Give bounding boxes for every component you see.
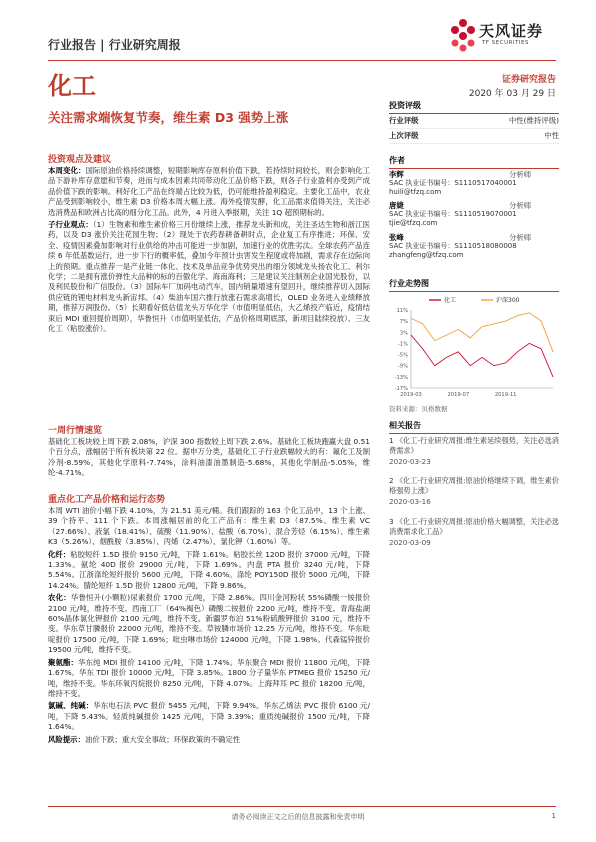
section-heading-key-products: 重点化工产品价格和运行态势 — [48, 495, 166, 505]
chart-source: 资料来源：贝格数据 — [389, 405, 448, 413]
related-item-date: 2020-03-09 — [389, 537, 431, 547]
author-email[interactable]: zhangfeng@tfzq.com — [389, 251, 464, 260]
y-tick-label: 11% — [396, 308, 408, 314]
report-date: 2020 年 03 月 29 日 — [468, 89, 556, 99]
rating-value: 中性(维持评级) — [508, 116, 559, 125]
y-tick-label: -5% — [397, 352, 408, 359]
paragraph-market: 基础化工板块较上周下跌 2.08%，沪深 300 指数较上周下跌 2.6%。基础化工板块跑赢大盘 0.51 个百分点，涨幅居于所有板块第 22 位。据申万分类，基础化工子行业跌幅较大的有：氟化工及制冷剂-8.59%，其他化学原料-7.74%，涂料油漆油墨制造-5.68%，其他化学制品-5.05%，维纶-4.71%。 — [48, 437, 370, 478]
author-name: 张峰 — [389, 233, 404, 242]
paragraph-subsector-view — [48, 220, 370, 334]
rating-value: 中性 — [544, 131, 559, 140]
paragraph-agrochemical — [48, 593, 370, 655]
y-tick-label: -1% — [397, 341, 408, 348]
logo-subtext: TF SECURITIES — [482, 40, 529, 46]
text-chemical-fiber: 粘胶短纤 1.5D 报价 9150 元/吨，下降 1.61%。粘胶长丝 120D 报价 37000 元/吨，下降 1.33%。氨纶 40D 报价 29000 元/吨，下降 1.69%。内盘 PTA 报价 3240 元/吨，下降 5.54%。江浙涤纶短纤报价 5600 元/吨，下降 4.60%。涤纶 POY150D 报价 5000 元/吨，下降 14.24%。腈纶短纤 1.5D 报价 12800 元/吨，下降 9.86%。 — [48, 549, 370, 590]
trend-heading: 行业走势图 — [389, 278, 559, 292]
page-number: 1 — [551, 812, 556, 820]
author-cert: SAC 执业证书编号：S1110518080008 — [389, 242, 517, 251]
related-item-title[interactable]: 1 《化工-行业研究周报:维生素延续强势，关注必选消费需求》 — [389, 436, 560, 456]
y-tick-label: 7% — [399, 319, 408, 326]
y-tick-label: -13% — [394, 374, 408, 381]
lead-weekly-change: 本周变化： — [48, 166, 86, 175]
related-item[interactable] — [389, 436, 559, 467]
series-line — [411, 335, 553, 377]
related-item-title[interactable]: 3 《化工-行业研究周报:原油价格大幅调整，关注必选消费需求化工品》 — [389, 517, 560, 537]
rating-key: 行业评级 — [389, 116, 419, 125]
main-body-products — [48, 506, 370, 747]
header-rule — [48, 60, 556, 61]
paragraph-oil-and-gainers: 本周 WTI 油价小幅下跌 4.10%，为 21.51 美元/桶。我们跟踪的 163 个化工品中，13 个上涨、39 个持平、111 个下跌。本周涨幅居前的化工产品有：维生素 D3（87.5%、维生素 VC（27.66%）、液氯（18.41%）、硫酸（11.90%）、盐酸（6.70%）、混合芳烃（6.15%）、维生素 K3（5.26%）、烟酰胺（3.85%）、丙烯（2.47%）、氯化钾（1.60%）等。 — [48, 506, 370, 547]
related-item-date: 2020-03-23 — [389, 456, 431, 466]
text-risk: 油价下跌；重大安全事故；环保政策的不确定性 — [84, 734, 241, 744]
author-email[interactable]: tjie@tfzq.com — [389, 219, 438, 228]
author-entry — [389, 170, 559, 198]
author-entry — [389, 201, 559, 229]
footer-rule — [48, 806, 556, 807]
paragraph-risk — [48, 735, 370, 745]
company-logo — [450, 18, 560, 58]
series-line — [411, 313, 553, 352]
paragraph-polyurethane — [48, 658, 370, 700]
related-item-date: 2020-03-16 — [389, 496, 431, 506]
x-tick-label: 2019-07 — [447, 392, 470, 398]
author-email[interactable]: huili@tfzq.com — [389, 188, 442, 197]
rating-heading: 投资评级 — [389, 100, 559, 114]
legend-label: 化工 — [444, 297, 457, 304]
logo-text: 天风证券 — [479, 22, 544, 40]
author-title: 分析师 — [509, 170, 532, 179]
legend-label: 沪深300 — [496, 297, 520, 304]
y-tick-label: -17% — [394, 386, 408, 392]
paragraph-chlor-alkali — [48, 701, 370, 732]
footer-disclaimer: 请务必阅读正文之后的信息披露和免责申明 — [231, 813, 365, 821]
lead-risk: 风险提示： — [48, 734, 85, 744]
rating-table — [389, 114, 559, 144]
report-category: 行业报告 | 行业研究周报 — [48, 38, 181, 52]
y-tick-label: 3% — [399, 330, 408, 337]
x-tick-label: 2019-11 — [494, 392, 517, 398]
related-item[interactable] — [389, 517, 559, 548]
text-weekly-change: 国际原油价格持续调整，短期影响库存原料价值下跌，若持续时间较长，则会影响化工品下游补库存意愿和节奏，进而与成本因素共同带动化工品价格下跌，则各子行业盈利亦受到产成品价值下跌的影响。利好化工产品在终端占比较为低，仍可能维持盈利稳定。主要化工品中，农业产品受到影响较小，维生素 D3 价格本周大幅上涨。海外疫情发酵，化工品需求值得关注，关注必选消费品和欧洲占比高的细分化工品。此外，4 月进入季报期，关注 1Q 超预期标的。 — [48, 166, 370, 217]
rating-row-current — [389, 114, 559, 129]
lead-chemical-fiber: 化纤： — [48, 549, 71, 559]
related-item[interactable] — [389, 476, 559, 507]
text-polyurethane: 华东纯 MDI 报价 14100 元/吨，下降 1.74%。华东聚合 MDI 报价 11800 元/吨，下降 1.67%。华东 TDI 报价 10000 元/吨，下降 3.85%。1800 分子量华东 PTMEG 报价 15250 元/吨，维持不变。华东环氧丙烷报价 8250 元/吨，下降 4.07%。上海拜耳 PC 报价 18200 元/吨，维持不变。 — [48, 657, 370, 698]
x-tick-label: 2019-03 — [400, 392, 422, 398]
main-body-upper — [48, 166, 370, 337]
text-chlor-alkali: 华东电石法 PVC 报价 5455 元/吨，下降 9.94%。华东乙烯法 PVC 报价 6100 元/吨，下降 5.43%。轻质纯碱报价 1425 元/吨，下降 3.39%；重质纯碱报价 1500 元/吨，下降 1.64%。 — [48, 701, 370, 732]
text-agrochemical: 华鲁恒升(小颗粒)尿素报价 1700 元/吨，下降 2.86%。四川金河粉状 55%磷酸一铵报价 2100 元/吨，维持不变。西南工厂（64%褐色）磷酸二铵报价 2200 元/吨，维持不变。青海盐湖 60%晶体氯化钾报价 2100 元/吨，维持不变。新疆罗布泊 51%粉硫酸钾报价 3100 元，维持不变。华东草甘膦报价 22000 元/吨，维持不变。草铵膦市场价 12.25 万元/吨，维持不变。华东吡啶报价 17500 元/吨，下降 1.69%；吡虫啉市场价 124000 元/吨，下降 1.98%。代森锰锌报价 19500 元/吨，维持不变。 — [48, 593, 370, 655]
lead-subsector-view: 子行业观点： — [48, 220, 93, 230]
y-tick-label: -9% — [397, 363, 408, 370]
logo-mark-icon — [450, 18, 476, 52]
author-cert: SAC 执业证书编号：S1110519070001 — [389, 210, 517, 219]
report-type: 证券研究报告 — [501, 75, 556, 85]
text-subsector-view: （1）生物素和维生素价格三月份继续上涨，推荐龙头新和成，关注圣达生物和浙江医药，以及 D3 涨价关注花园生物；（2）现处于农药春耕备耕时点，企业复工有序推进；环保、安全、疫情因素叠加影响对行业供给的冲击可能进一步加剧，加速行业的优胜劣汰。全球农药产品连续 6 年低基数运行，进一步下行的概率低，叠加今年预计虫害发生程度或将加剧，需求存在边际向上的预期。重点推荐一是产业链一体化、技术及单品竞争优势突出的细分领域龙头扬农化工、利尔化学；二是拥有涨价弹性大品种的标的百傲化学、海南海利；三是建议关注制剂企业国光股份，以及利民股份和广信股份。（3）国际车厂加码电动汽车，国内销量增速有望回升，继续推荐切入国际供应链的锂电材料龙头新宙邦。（4）柴油车国六推行放涨石需求高增长，OLED 业务进入业绩释放期，推荐万润股份。（5）长期看好低估值龙头万华化学（市值明显低估，大乙烯投产临近，疫情结束后 MDI 重回提价周期），华鲁恒升（市值明显低估，产品价格周期底部，新项目陆续投放）、三友化工（粘胶涨价）。 — [48, 220, 370, 334]
industry-title: 化工 — [48, 72, 96, 100]
author-cert: SAC 执业证书编号：S1110517040001 — [389, 179, 517, 188]
related-item-title[interactable]: 2 《化工-行业研究周报:原油价格继续下调，维生素价格强势上涨》 — [389, 476, 560, 496]
paragraph-chemical-fiber — [48, 550, 370, 592]
lead-agrochemical: 农化： — [48, 593, 71, 603]
authors-heading: 作者 — [389, 155, 559, 169]
trend-chart — [389, 292, 559, 404]
author-name: 李辉 — [389, 170, 404, 179]
author-title: 分析师 — [509, 201, 532, 210]
author-entry — [389, 233, 559, 261]
lead-chlor-alkali: 氯碱、纯碱： — [48, 701, 94, 711]
author-name: 唐婕 — [389, 201, 404, 210]
report-subtitle: 关注需求端恢复节奏，维生素 D3 强势上涨 — [48, 110, 289, 125]
paragraph-weekly-change — [48, 166, 370, 218]
lead-polyurethane: 聚氨酯： — [48, 657, 79, 667]
author-title: 分析师 — [509, 233, 532, 242]
related-heading: 相关报告 — [389, 420, 559, 434]
rating-row-previous — [389, 129, 559, 144]
section-heading-investment-view: 投资观点及建议 — [48, 155, 112, 165]
section-heading-weekly-market: 一周行情速览 — [48, 426, 103, 436]
rating-key: 上次评级 — [389, 131, 419, 140]
main-body-market — [48, 437, 370, 481]
